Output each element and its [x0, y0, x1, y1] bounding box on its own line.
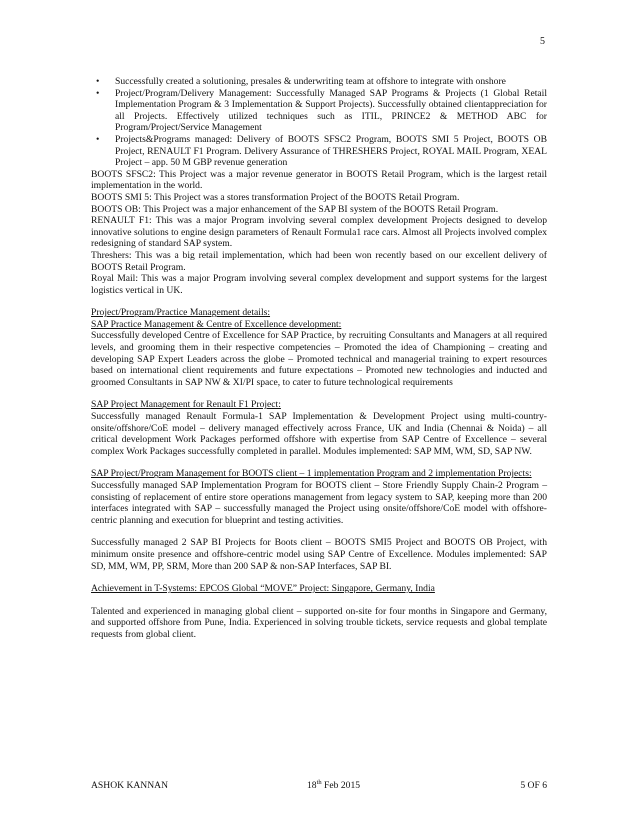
- program-paragraph: BOOTS OB: This Project was a major enhancement of the SAP BI system of the BOOTS Retail Program.: [91, 203, 499, 215]
- boots-text: Successfully managed 2 SAP BI Projects for Boots client – BOOTS SMI5 Project and BOOTS OB Project, with minimum onsite presence and offshore-centric model using SAP Centre of Excellence. Modules implemented: SAP SD, MM, WM, PP, SRM, More than 200 SAP & non-SAP Interfaces, SAP BI.: [91, 537, 547, 572]
- epcos-text: Talented and experienced in managing global client – supported on-site for four months in Singapore and Germany, and supported offshore from Pune, India. Experienced in solving trouble tickets, service requests and global template requests from global client.: [91, 605, 547, 640]
- footer-author: ASHOK KANNAN: [91, 780, 169, 791]
- program-paragraph: BOOTS SMI 5: This Project was a stores transformation Project of the BOOTS Retail Program.: [91, 191, 460, 203]
- renault-text: Successfully managed Renault Formula-1 SAP Implementation & Development Project using multi-country-onsite/offshore/CoE model – delivery managed effectively across France, UK and India (Chennai & Noida) – all critical development Work Packages performed offshore with expertise from SAP Centre of Excellence – several complex Work Packages successfully completed in parallel. Modules implemented: SAP MM, WM, SD, SAP NW.: [91, 411, 547, 457]
- page-number: 5: [540, 36, 545, 47]
- program-paragraph: Threshers: This was a big retail implementation, which had been won recently based on our excellent delivery of BOOTS Retail Program.: [91, 249, 547, 273]
- document-body: [91, 76, 547, 641]
- bullet-icon: •: [96, 87, 100, 99]
- footer-page-count: 5 OF 6: [520, 780, 547, 791]
- achievement-bullets: [91, 76, 547, 169]
- bullet-item: • Projects&Programs managed: Delivery of BOOTS SFSC2 Program, BOOTS SMI 5 Project, BOOTS OB Project, RENAULT F1 Program. Delivery Assurance of THRESHERS Project, ROYAL MAIL Program, XEAL Project – app. 50 M GBP revenue generation: [96, 133, 547, 169]
- boots-heading: SAP Project/Program Management for BOOTS client – 1 implementation Program and 2 implementation Projects:: [91, 468, 532, 480]
- epcos-heading: Achievement in T-Systems: EPCOS Global “MOVE” Project: Singapore, Germany, India: [91, 583, 435, 595]
- bullet-icon: •: [96, 76, 100, 87]
- program-paragraph: BOOTS SFSC2: This Project was a major revenue generator in BOOTS Retail Program, which is the largest retail implementation in the world.: [91, 168, 547, 192]
- details-heading: Project/Program/Practice Management details:: [91, 307, 271, 319]
- bullet-item: • Successfully created a solutioning, presales & underwriting team at offshore to integrate with onshore: [96, 76, 506, 87]
- program-paragraph: Royal Mail: This was a major Program involving several complex development and support systems for the largest logistics vertical in UK.: [91, 273, 547, 296]
- practice-text: Successfully developed Centre of Excellence for SAP Practice, by recruiting Consultants and Managers at all required levels, and grooming them in their respective competencies – Promoted the idea of Championing – creating and developing SAP Expert Leaders across the globe – Promoted technical and managerial training to expert resources based on international client requirements and future expectations – Promoted new technologies and inducted and groomed Consultants in SAP NW & XI/PI space, to cater to future technological requirements: [91, 330, 547, 388]
- footer-date: 18th Feb 2015: [307, 778, 361, 791]
- program-paragraph: RENAULT F1: This was a major Program involving several complex development Projects designed to develop innovative solutions to engine design parameters of Renault Formula1 race cars. Almost all Projects involved complex redesigning of standard SAP system.: [91, 215, 547, 250]
- practice-heading: SAP Practice Management & Centre of Excellence development:: [91, 318, 342, 330]
- bullet-item: • Project/Program/Delivery Management: Successfully Managed SAP Programs & Projects (1 Global Retail Implementation Program & 3 Implementation & Support Projects). Successfully obtained clientappreciation for all Projects. Effectively utilized techniques such as ITIL, PRINCE2 & METHOD ABC for Program/Project/Service Management: [96, 87, 547, 134]
- renault-heading: SAP Project Management for Renault F1 Project:: [91, 399, 281, 411]
- boots-text: Successfully managed SAP Implementation Program for BOOTS client – Store Friendly Supply Chain-2 Program – consisting of replacement of entire store operations management from legacy system to SAP, keeping more than 200 interfaces integrated with SAP – successfully managed the Project using onsite/offshore/CoE model with offshore-centric planning and execution for blueprint and testing activities.: [91, 480, 547, 526]
- bullet-icon: •: [96, 133, 100, 145]
